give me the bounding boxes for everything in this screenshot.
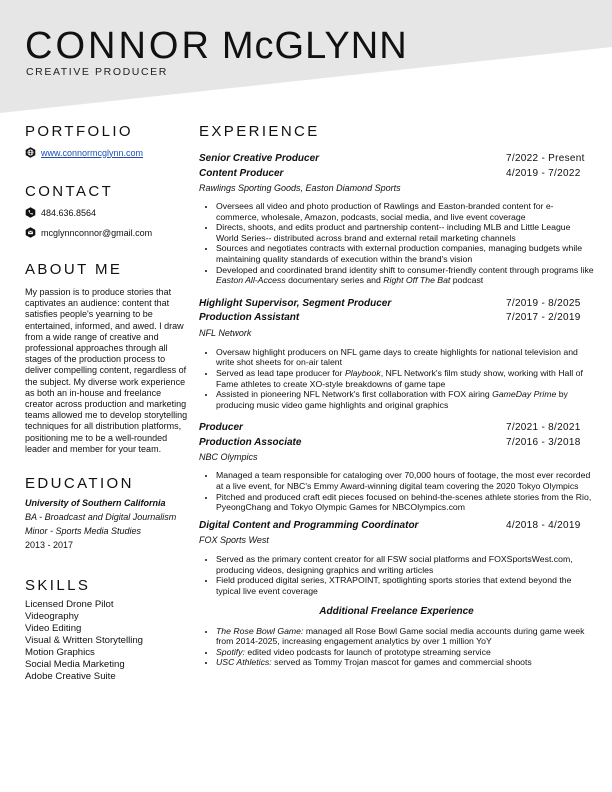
- company-name: Rawlings Sporting Goods, Easton Diamond Sports: [199, 183, 401, 193]
- bullet-text: served as Tommy Trojan mascot for games and commercial shoots: [271, 657, 532, 668]
- globe-icon: [25, 147, 36, 158]
- school-name: University of Southern California: [25, 498, 166, 509]
- bullet-text: Developed and coordinated brand identity shift to consumer-friendly content through programs like: [216, 264, 594, 275]
- job-dates: 4/2018 - 4/2019: [506, 519, 581, 531]
- job-role: Senior Creative Producer: [199, 153, 320, 164]
- portfolio-heading: PORTFOLIO: [25, 123, 134, 140]
- list-item: [216, 626, 594, 647]
- experience-heading: EXPERIENCE: [199, 123, 320, 140]
- email-address[interactable]: mcglynnconnor@gmail.com: [41, 227, 153, 238]
- job-dates: 7/2021 - 8/2021: [506, 422, 581, 434]
- phone-icon: [25, 207, 36, 218]
- bullet-italic: The Rose Bowl Game:: [216, 625, 304, 636]
- freelance-bullets: [199, 626, 594, 668]
- list-item: • Oversees all video and photo production of Rawlings and Easton-branded content for e-commerce, wholesale, Amazon, podcasts, social media, and live event coverage: [216, 201, 594, 222]
- bullet-text: Assisted in pioneering NFL Network's first collaboration with FOX airing: [216, 389, 493, 400]
- skill-item: Adobe Creative Suite: [25, 671, 116, 683]
- freelance-heading: Additional Freelance Experience: [319, 605, 474, 617]
- job-nbc-olympics: [199, 421, 594, 512]
- job-dates: 7/2017 - 2/2019: [506, 312, 581, 324]
- list-item: • Oversaw highlight producers on NFL game days to create highlights for national television and write shot sheets for on-air talent: [216, 347, 594, 368]
- portfolio-section: [25, 124, 190, 158]
- bullet-italic: Right Off The Bat: [383, 275, 451, 286]
- bullet-text: , NFL Network's film study show, working with Hall of Fame athletes to create XO-style breakdowns of game tape: [216, 367, 583, 389]
- skill-item: Motion Graphics: [25, 647, 95, 659]
- education-heading: EDUCATION: [25, 475, 134, 493]
- bullet-text: podcast: [450, 275, 484, 286]
- job-nfl-network: [199, 297, 594, 411]
- job-title-row: [199, 421, 594, 436]
- experience-column: [199, 122, 594, 668]
- job-dates: 7/2019 - 8/2025: [506, 297, 581, 309]
- job-dates: 7/2016 - 3/2018: [506, 436, 581, 448]
- job-title-row: [199, 297, 594, 312]
- job-dates: 4/2019 - 7/2022: [506, 167, 581, 179]
- skill-item: Videography: [25, 611, 79, 623]
- job-role: Producer: [199, 422, 243, 434]
- skill-item: Licensed Drone Pilot: [25, 599, 114, 611]
- phone-number[interactable]: 484.636.8564: [41, 207, 97, 218]
- education-section: [25, 476, 190, 552]
- portfolio-row[interactable]: [25, 147, 190, 158]
- job-title-row: [199, 311, 594, 326]
- list-item: • Managed a team responsible for cataloging over 70,000 hours of footage, the most ever recorded at a live event, for NBC's Emmy Award-winning digital team covering the 2020 Tokyo Olympics: [216, 470, 594, 491]
- about-text: My passion is to produce stories that captivates an audience: content that satisfies people's yearning to be entertained, informed, and awed. I draw from a wide range of creative and professional approaches through all stages of the production process to deliver compelling content, regardless of the subject. My diverse work experience as both an in-house and freelance creator across production and marketing teams allowed me to develop storytelling techniques for all distribution platforms, positioning me to be a well-rounded leader and member for your team.: [25, 287, 188, 454]
- email-row[interactable]: [25, 227, 190, 238]
- freelance-section: [199, 605, 594, 668]
- candidate-name: [25, 27, 408, 65]
- job-dates: 7/2022 - Present: [506, 153, 585, 164]
- list-item: [216, 389, 594, 410]
- bullet-text: documentary series and: [285, 275, 384, 286]
- list-item: [216, 647, 594, 658]
- company-name: NBC Olympics: [199, 452, 258, 463]
- about-heading: ABOUT ME: [25, 261, 123, 278]
- mail-icon: [25, 227, 36, 238]
- skill-item: Social Media Marketing: [25, 659, 125, 671]
- bullet-italic: USC Athletics:: [216, 657, 272, 668]
- job-title-row: [199, 167, 594, 182]
- job-bullets: [199, 554, 594, 596]
- job-title-row: [199, 436, 594, 451]
- about-section: [25, 262, 190, 455]
- job-role: Production Associate: [199, 436, 302, 448]
- job-role: Highlight Supervisor, Segment Producer: [199, 297, 392, 309]
- company-name: NFL Network: [199, 327, 252, 338]
- job-bullets: [199, 201, 594, 286]
- bullet-italic: GameDay Prime: [492, 389, 557, 400]
- last-name: McGLYNN: [221, 25, 408, 67]
- job-bullets: [199, 470, 594, 512]
- minor: Minor - Sports Media Studies: [25, 526, 142, 537]
- list-item: • Pitched and produced craft edit pieces focused on behind-the-scenes athlete stories from the Rio, PyeongChang and Tokyo Olympic Games for NBCOlympics.com: [216, 492, 594, 513]
- list-item: [216, 265, 594, 286]
- job-role: Production Assistant: [199, 312, 300, 324]
- portfolio-link[interactable]: www.connormcglynn.com: [41, 147, 144, 158]
- first-name: CONNOR: [25, 25, 212, 67]
- education-years: 2013 - 2017: [25, 540, 74, 551]
- bullet-text: by producing music video game highlights and original graphics: [216, 389, 568, 410]
- job-rawlings: [199, 152, 594, 286]
- bullet-text: edited video podcasts for launch of prototype streaming service: [244, 646, 491, 657]
- bullet-text: Served as lead tape producer for: [216, 367, 345, 378]
- list-item: • Field produced digital series, XTRAPOINT, spotlighting sports stories that extend beyond the typical live event coverage: [216, 575, 594, 596]
- skill-item: Visual & Written Storytelling: [25, 635, 144, 647]
- job-role: Digital Content and Programming Coordinator: [199, 519, 419, 531]
- list-item: [216, 657, 594, 668]
- phone-row[interactable]: [25, 207, 190, 218]
- list-item: • Directs, shoots, and edits product and partnership content-- including MLB and Little League World Series-- distributed across brand and external retail marketing channels: [216, 222, 594, 243]
- skill-item: Video Editing: [25, 623, 82, 635]
- bullet-italic: Playbook: [344, 367, 381, 378]
- contact-section: [25, 184, 190, 238]
- job-role: Content Producer: [199, 167, 284, 179]
- list-item: • Sources and negotiates contracts with external production companies, managing budgets while maintaining quality standards of execution within the brand's vision: [216, 243, 594, 264]
- job-bullets: [199, 347, 594, 411]
- left-column: [25, 122, 190, 683]
- skills-list: [25, 599, 190, 683]
- bullet-italic: Spotify:: [216, 646, 245, 657]
- job-title-row: [199, 519, 594, 534]
- company-name: FOX Sports West: [199, 535, 269, 546]
- list-item: • Served as the primary content creator for all FSW social platforms and FOXSportsWest.com, producing videos, designing graphics and writing articles: [216, 554, 594, 575]
- degree: BA - Broadcast and Digital Journalism: [25, 512, 177, 523]
- skills-heading: SKILLS: [25, 577, 91, 595]
- list-item: [216, 368, 594, 389]
- skills-section: [25, 578, 190, 683]
- bullet-text: managed all Rose Bowl Game social media accounts during game week from 2014-2025, increasing engagement analytics by over 1 million YoY: [216, 625, 585, 647]
- candidate-title: CREATIVE PRODUCER: [26, 66, 168, 78]
- job-fox-sports-west: [199, 519, 594, 597]
- job-title-row: [199, 152, 594, 167]
- bullet-italic: Easton All-Access: [216, 275, 286, 286]
- contact-heading: CONTACT: [25, 183, 114, 200]
